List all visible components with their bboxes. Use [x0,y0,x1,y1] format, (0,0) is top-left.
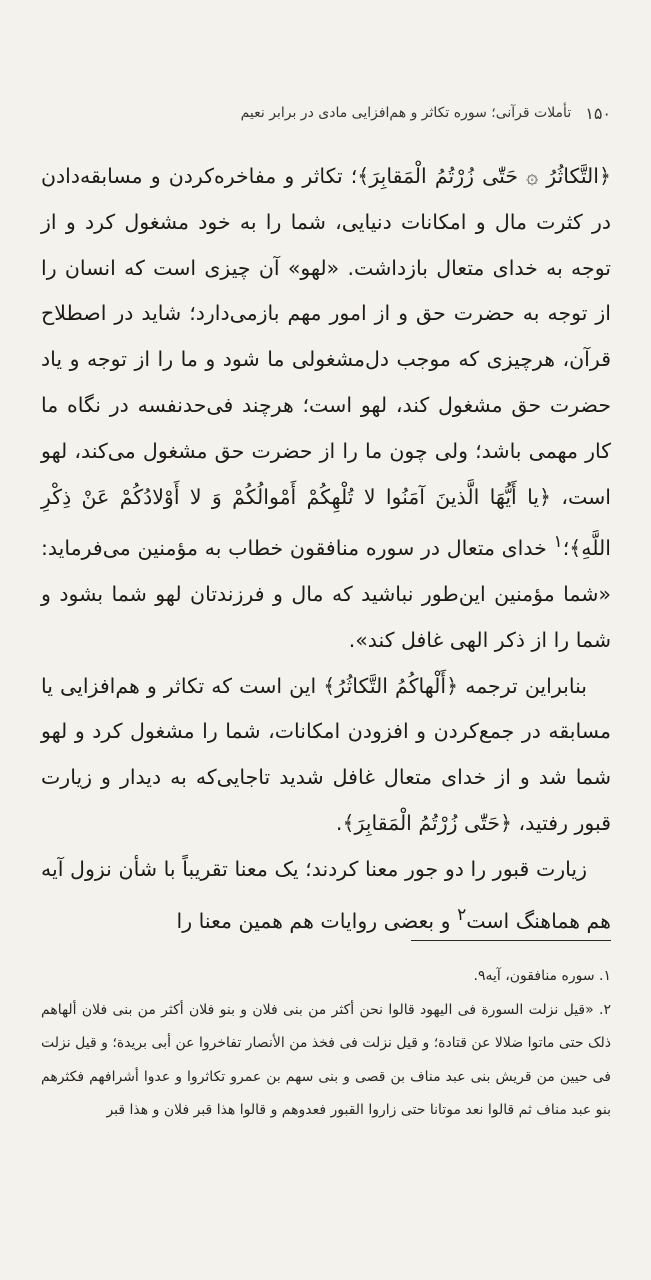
quran-quote-text: التَّكاثُرُ ۞ حَتّٰى زُرْتُمُ الْمَقابِرَ [369,164,599,188]
paragraph-text: . [335,810,343,835]
paragraph-3 [41,847,611,944]
paragraph-1: ﴿التَّكاثُرُ ۞ حَتّٰى زُرْتُمُ الْمَقابِرَ﴾؛ تکاثر و مفاخره‌کردن و مسابقه‌دادن در کثرت مال و امکانات دنیایی، شما را به خود مشغول کرد و از توجه به خدای متعال بازداشت. «لهو» آن چیزی است که انسان را از توجه به حضرت حق و از امور مهم بازمی‌دارد؛ شاید در اصطلاح قرآن، هرچیزی که موجب دل‌مشغولی ما شود و ما را از توجه و یاد حضرت حق مشغول کند، لهو است؛ هرچند فی‌حدنفسه در نگاه ما کار مهمی باشد؛ ولی چون ما را از حضرت حق مشغول می‌کند، لهو است، ﴿يا أَيُّهَا الَّذينَ آمَنُوا لا تُلْهِكُمْ أَمْوالُكُمْ وَ لا أَوْلادُكُمْ عَنْ ذِكْرِ اللَّهِ﴾؛$^۱$ خدای متعال در سوره منافقون خطاب به مؤمنین می‌فرماید: «شما مؤمنین این‌طور نباشید که مال و فرزندتان لهو شما بشود و شما را از ذکر الهی غافل کند». [41,164,611,652]
page-number: ۱۵۰ [585,103,611,123]
footnote-1: ۱. سوره منافقون، آیه۹. [473,968,611,984]
paragraph-text: این است که تکاثر و هم‌افزایی یا مسابقه در جمع‌کردن و افزودن امکانات، شما را مشغول کرد و لهو شما شد و از خدای متعال غافل شدید تاجایی‌که به دیدار و زیارت قبور رفتید، [41,673,611,835]
quran-quote: ﴿أَلْهاكُمُ التَّكاثُرُ﴾ [323,673,459,698]
quran-quote-text: أَلْهاكُمُ التَّكاثُرُ [335,673,447,698]
footnote-ref[interactable]: ۲ [457,904,467,925]
running-header [30,98,611,128]
paragraph-2 [41,664,611,847]
quran-quote-text: حَتّٰى زُرْتُمُ الْمَقابِرَ [354,810,501,835]
footnote-divider [411,940,611,941]
running-title: تأملات قرآنی؛ سوره تکاثر و هم‌افزایی مادی در برابر نعیم [240,105,572,121]
paragraph-text: و بعضی روایات هم همین معنا را [176,908,458,933]
paragraph-text: ؛ تکاثر و مفاخره‌کردن و مسابقه‌دادن در کثرت مال و امکانات دنیایی، شما را به خود مشغول کرد و از توجه به خدای متعال بازداشت. «لهو» آن چیزی است که انسان را از توجه به حضرت حق و از امور مهم بازمی‌دارد؛ شاید در اصطلاح قرآن، هرچیزی که موجب دل‌مشغولی ما شود و ما را از توجه و یاد حضرت حق مشغول کند، لهو است؛ هرچند فی‌حدنفسه در نگاه ما کار مهمی باشد؛ ولی چون ما را از حضرت حق مشغول می‌کند، لهو است، [41,164,611,509]
footnote-ref[interactable]: ۱ [553,532,563,553]
quran-quote: ﴿يا أَيُّهَا الَّذينَ آمَنُوا لا تُلْهِكُمْ أَمْوالُكُمْ وَ لا أَوْلادُكُمْ عَنْ ذِكْرِ اللَّهِ﴾ [41,484,611,561]
quran-quote-text: يا أَيُّهَا الَّذينَ آمَنُوا لا تُلْهِكُمْ أَمْوالُكُمْ وَ لا أَوْلادُكُمْ عَنْ ذِكْرِ اللَّهِ [41,484,611,561]
main-text [41,154,611,944]
paragraph-text: زیارت قبور را دو جور معنا کردند؛ یک معنا تقریباً با شأن نزول آیه هم هماهنگ است [41,856,611,933]
paragraph-text: خدای متعال در سوره منافقون خطاب به مؤمنین می‌فرماید: «شما مؤمنین این‌طور نباشید که مال و فرزندتان لهو شما بشود و شما را از ذکر الهی غافل کند». [41,536,611,652]
quran-quote: ﴿التَّكاثُرُ ۞ حَتّٰى زُرْتُمُ الْمَقابِرَ﴾ [357,164,611,188]
paragraph-text: بنابراین ترجمه [458,673,587,698]
quran-quote: ﴿حَتّٰى زُرْتُمُ الْمَقابِرَ﴾ [342,810,513,835]
footnotes [41,960,611,1128]
footnote-2: ۲. «قیل نزلت السورة فی الیهود قالوا نحن أکثر من بنی فلان و بنو فلان أکثر من بنی فلان ألهاهم ذلک حتی ماتوا ضلالا عن قتادة؛ و قیل نزلت فی فخذ من الأنصار تفاخروا عن أبی بریدة؛ و قیل نزلت فی حیین من قریش بنی عبد مناف بن قصی و بنی سهم بن عمرو تکاثروا و عدوا أشرافهم فکثرهم بنو عبد مناف ثم قالوا نعد موتانا حتی زاروا القبور فعدوهم و قالوا هذا قبر فلان و هذا قبر [41,1001,611,1118]
